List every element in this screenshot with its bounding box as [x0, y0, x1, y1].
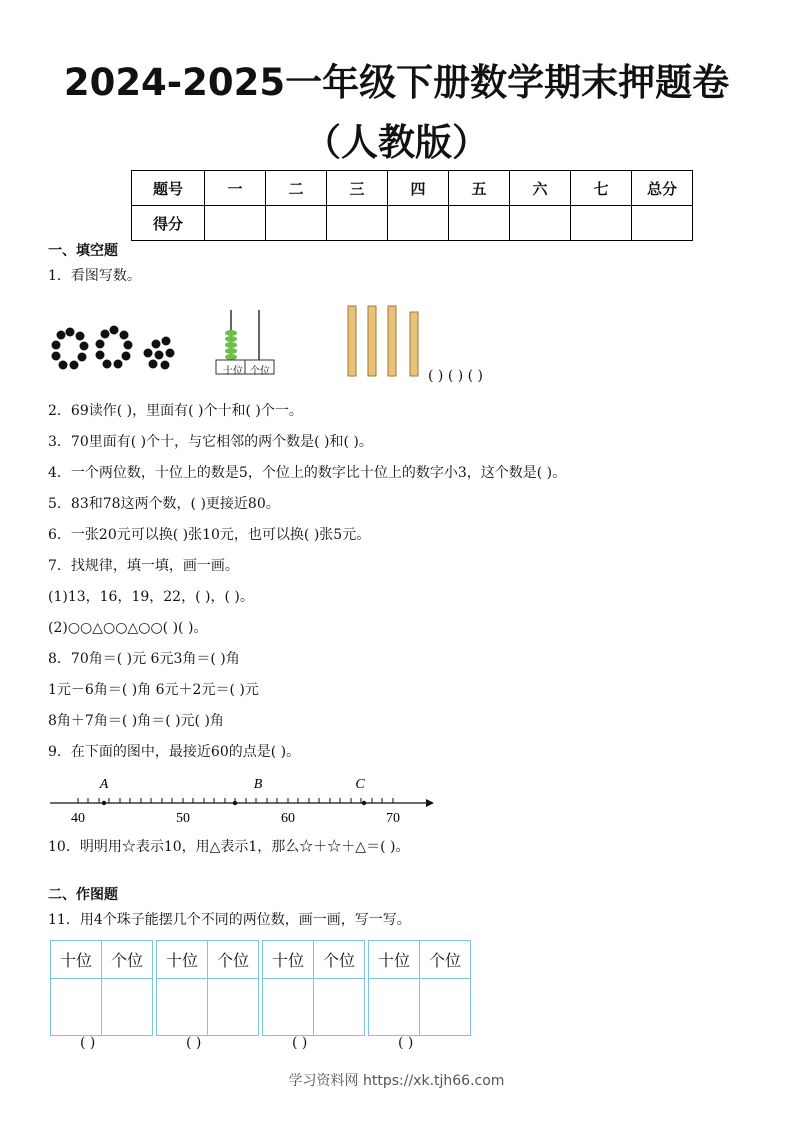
bead-ring-icon: [52, 328, 89, 370]
question-2: 2．69读作( )，里面有( )个十和( )个一。: [48, 403, 303, 419]
section-heading-fill: 一、填空题: [48, 243, 118, 259]
score-table-header-row: [132, 171, 693, 206]
grid-cell[interactable]: [420, 979, 471, 1036]
point-c-label: C: [355, 777, 365, 792]
grid-cell[interactable]: [208, 979, 259, 1036]
point-a-label: A: [99, 777, 109, 792]
footer-watermark: 学习资料网 https://xk.tjh66.com: [288, 1073, 505, 1089]
score-header-cell: 总分: [632, 171, 693, 206]
place-value-grid: [156, 940, 259, 1036]
abacus-label-ones: 个位: [250, 366, 270, 377]
question-6: 6．一张20元可以换( )张10元，也可以换( )张5元。: [48, 527, 371, 543]
place-value-grid: [50, 940, 153, 1036]
number-line: [48, 770, 448, 830]
point-b-marker: [233, 801, 237, 805]
question-11: 11．用4个珠子能摆几个不同的两位数，画一画，写一写。: [48, 912, 411, 928]
bead-cluster-icon: [144, 337, 175, 370]
score-table: [131, 170, 693, 241]
q1-answer-blanks: ( ) ( ) ( ): [428, 368, 484, 384]
question-10: 10．明明用☆表示10，用△表示1，那么☆＋☆＋△＝( )。: [48, 839, 410, 855]
score-cell[interactable]: [632, 206, 693, 241]
score-header-cell: 七: [571, 171, 632, 206]
abacus-label-tens: 十位: [223, 366, 243, 377]
score-header-cell: 题号: [132, 171, 205, 206]
grid-header-tens: 十位: [369, 941, 420, 979]
score-header-cell: 六: [510, 171, 571, 206]
score-header-cell: 三: [327, 171, 388, 206]
score-cell[interactable]: [205, 206, 266, 241]
grid-header-ones: 个位: [208, 941, 259, 979]
page-title: 2024-2025一年级下册数学期末押题卷: [63, 61, 730, 104]
bead-ring-icon: [96, 326, 133, 369]
answer-paren: ( ): [186, 1035, 202, 1051]
question-7: 7．找规律，填一填，画一画。: [48, 558, 239, 574]
page-subtitle: （人教版）: [304, 121, 489, 164]
question-7-part-1: (1)13，16，19，22，( )，( )。: [48, 589, 254, 605]
grid-cell[interactable]: [263, 979, 314, 1036]
score-header-cell: 五: [449, 171, 510, 206]
q1-figures: [48, 300, 748, 390]
answer-paren: ( ): [80, 1035, 96, 1051]
grid-header-ones: 个位: [420, 941, 471, 979]
score-header-cell: 一: [205, 171, 266, 206]
grid-cell[interactable]: [314, 979, 365, 1036]
place-value-grid: [368, 940, 471, 1036]
section-heading-draw: 二、作图题: [48, 887, 118, 903]
score-table-score-row: [132, 206, 693, 241]
grid-header-ones: 个位: [102, 941, 153, 979]
score-cell[interactable]: [266, 206, 327, 241]
score-cell[interactable]: [327, 206, 388, 241]
point-c-marker: [362, 801, 366, 805]
tick-label: 70: [386, 811, 400, 826]
score-header-cell: 四: [388, 171, 449, 206]
point-b-label: B: [253, 777, 263, 792]
point-a-marker: [102, 801, 106, 805]
score-cell[interactable]: [449, 206, 510, 241]
tick-label: 40: [71, 811, 85, 826]
question-4: 4．一个两位数，十位上的数是5，个位上的数字比十位上的数字小3，这个数是( )。: [48, 465, 567, 481]
question-5: 5．83和78这两个数，( )更接近80。: [48, 496, 280, 512]
grid-header-tens: 十位: [157, 941, 208, 979]
tick-label: 60: [281, 811, 295, 826]
grid-cell[interactable]: [157, 979, 208, 1036]
score-header-cell: 二: [266, 171, 327, 206]
question-7-part-2: (2)○○△○○△○○( )( )。: [48, 620, 208, 636]
answer-paren: ( ): [398, 1035, 414, 1051]
score-row-label: 得分: [132, 206, 205, 241]
question-1: 1．看图写数。: [48, 268, 141, 284]
score-cell[interactable]: [510, 206, 571, 241]
score-cell[interactable]: [388, 206, 449, 241]
score-cell[interactable]: [571, 206, 632, 241]
place-value-grid: [262, 940, 365, 1036]
question-9: 9．在下面的图中，最接近60的点是( )。: [48, 744, 301, 760]
grid-cell[interactable]: [51, 979, 102, 1036]
grid-header-ones: 个位: [314, 941, 365, 979]
answer-paren: ( ): [292, 1035, 308, 1051]
grid-cell[interactable]: [102, 979, 153, 1036]
tick-label: 50: [176, 811, 190, 826]
grid-cell[interactable]: [369, 979, 420, 1036]
question-8-line-1: 8．70角＝( )元 6元3角＝( )角: [48, 651, 240, 667]
question-8-line-2: 1元－6角＝( )角 6元＋2元＝( )元: [48, 682, 259, 698]
counting-stick-bundle-icon: [348, 306, 418, 376]
grid-header-tens: 十位: [51, 941, 102, 979]
question-8-line-3: 8角＋7角＝( )角＝( )元( )角: [48, 713, 224, 729]
grid-header-tens: 十位: [263, 941, 314, 979]
question-3: 3．70里面有( )个十，与它相邻的两个数是( )和( )。: [48, 434, 373, 450]
